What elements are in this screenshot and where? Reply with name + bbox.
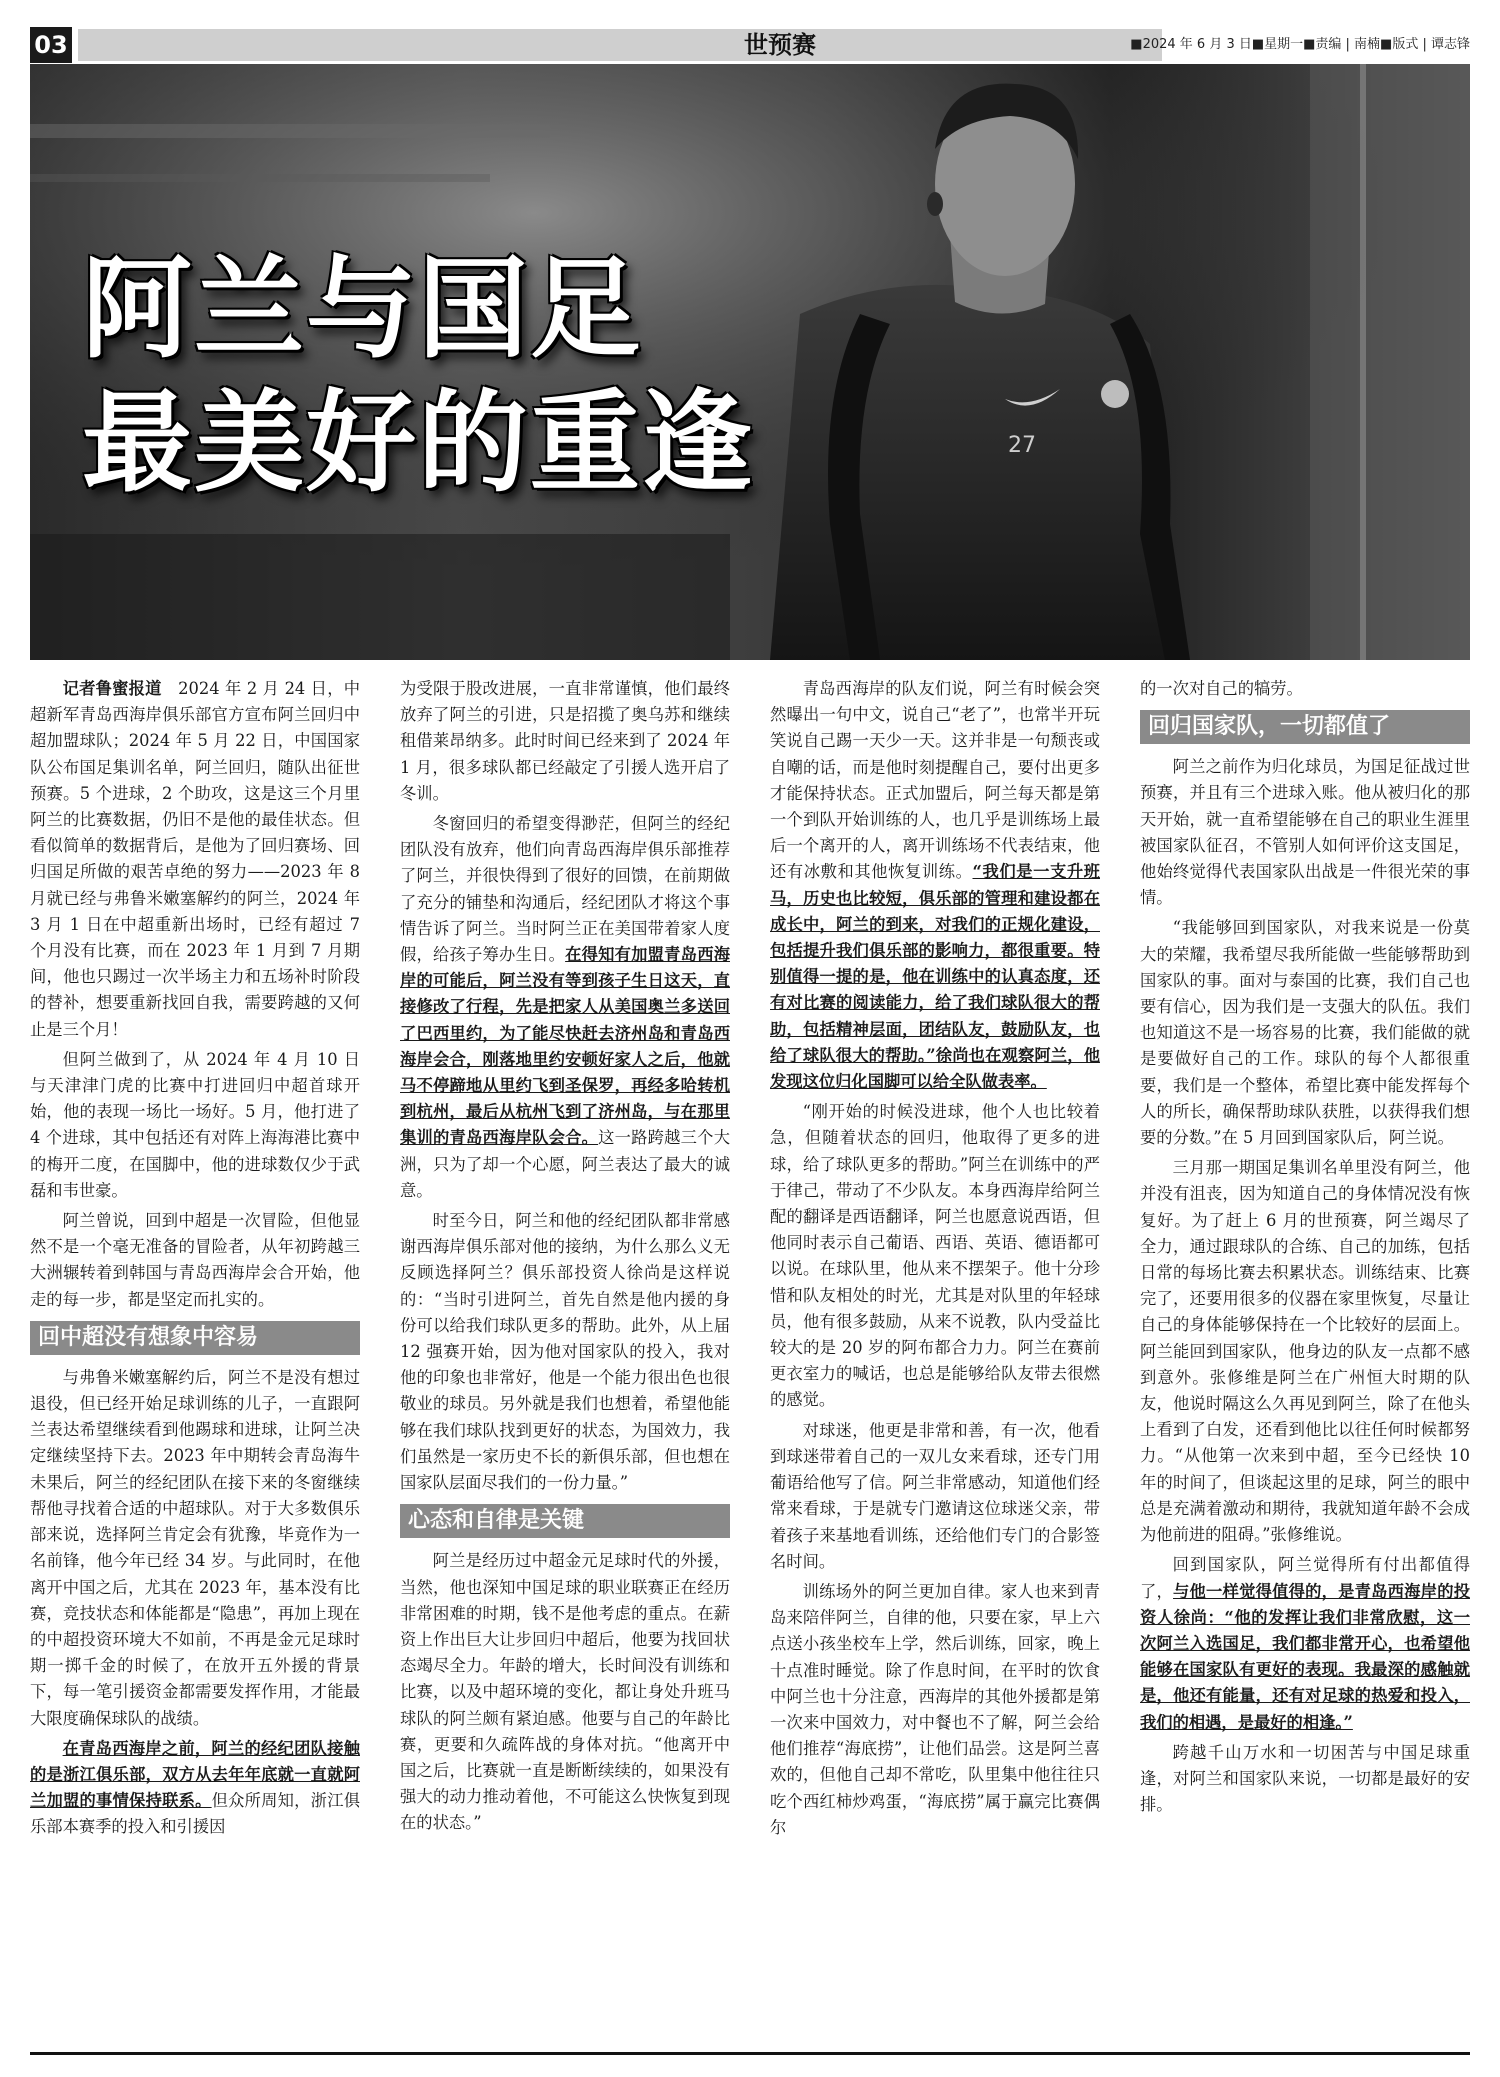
headline: [82, 242, 754, 510]
paragraph: 为受限于股改进展，一直非常谨慎，他们最终放弃了阿兰的引进，只是招揽了奥乌苏和继续租借莱昂纳多。此时时间已经来到了 2024 年 1 月，很多球队都已经敲定了引援人选开启了冬训。: [400, 679, 730, 803]
section-name: 世预赛: [744, 31, 816, 59]
page-header: [30, 27, 1470, 63]
paragraph: 记者鲁蜜报道 2024 年 2 月 24 日，中超新军青岛西海岸俱乐部官方宣布阿兰回归中超加盟球队；2024 年 5 月 22 日，中国国家队公布国足集训名单，阿兰回归，随队出征世预赛。5 个进球，2 个助攻，这是这三个月里阿兰的比赛数据，仍旧不是他的最佳状态。但看似简单的数据背后，是他为了回归赛场、回归国足所做的艰苦卓绝的努力——2023 年 8 月就已经与弗鲁米嫩塞解约的阿兰，2024 年 3 月 1 日在中超重新出场时，已经有超过 7 个月没有比赛，而在 2023 年 1 月到 7 月期间，他也只踢过一次半场主力和五场补时阶段的替补，想要重新找回自我，需要跨越的又何止是三个月！: [30, 679, 360, 1039]
paragraph: 青岛西海岸的队友们说，阿兰有时候会突然曝出一句中文，说自己“老了”，也常半开玩笑说自己踢一天少一天。这并非是一句颓丧或自嘲的话，而是他时刻提醒自己，要付出更多才能保持状态。正式加盟后，阿兰每天都是第一个到队开始训练的人，也几乎是训练场上最后一个离开的人，离开训练场不代表结束，他还有冰敷和其他恢复训练。“我们是一支升班马，历史也比较短，俱乐部的管理和建设都在成长中，阿兰的到来，对我们的正规化建设，包括提升我们俱乐部的影响力，都很重要。特别值得一提的是，他在训练中的认真态度，还有对比赛的阅读能力，给了我们球队很大的帮助，包括精神层面，团结队友，鼓励队友，也给了球队很大的帮助。”徐尚也在观察阿兰，他发现这位归化国脚可以给全队做表率。: [770, 679, 1100, 1092]
paragraph: “我能够回到国家队，对我来说是一份莫大的荣耀，我希望尽我所能做一些能够帮助到国家队的事。面对与泰国的比赛，我们自己也要有信心，因为我们是一支强大的队伍。我们也知道这不是一场容易的比赛，我们能做的就是要做好自己的工作。球队的每个人都很重要，我们是一个整体，希望比赛中能发挥每个人的所长，确保帮助球队获胜，以获得我们想要的分数。”在 5 月回到国家队后，阿兰说。: [1140, 918, 1470, 1148]
highlighted-text: 在青岛西海岸之前，阿兰的经纪团队接触的是浙江俱乐部，双方从去年年底就一直就阿兰加盟的事情保持联系。: [30, 1738, 360, 1811]
paragraph: 三月那一期国足集训名单里没有阿兰，他并没有沮丧，因为知道自己的身体情况没有恢复好。为了赶上 6 月的世预赛，阿兰竭尽了全力，通过跟球队的合练、自己的加练，包括日常的每场比赛去积累状态。训练结束、比赛完了，还要用很多的仪器在家里恢复，尽量让自己的身体能够保持在一个比较好的层面上。阿兰能回到国家队，他身边的队友一点都不感到意外。张修维是阿兰在广州恒大时期的队友，他说时隔这么久再见到阿兰，除了在他头上看到了白发，还看到他比以往任何时候都努力。“从他第一次来到中超，至今已经快 10 年的时间了，但谈起这里的足球，阿兰的眼中总是充满着激动和期待，我就知道年龄不会成为他前进的阻碍。”张修维说。: [1140, 1158, 1470, 1545]
page-number: 03: [30, 27, 72, 63]
column-2: [400, 676, 730, 2046]
paragraph: 跨越千山万水和一切困苦与中国足球重逢，对阿兰和国家队来说，一切都是最好的安排。: [1140, 1742, 1470, 1815]
paragraph: 训练场外的阿兰更加自律。家人也来到青岛来陪伴阿兰，自律的他，只要在家，早上六点送小孩坐校车上学，然后训练，回家，晚上十点准时睡觉。除了作息时间，在平时的饮食中阿兰也十分注意，西海岸的其他外援都是第一次来中国效力，对中餐也不了解，阿兰会给他们推荐“海底捞”，让他们品尝。这是阿兰喜欢的，但他自己却不常吃，队里集中他往往只吃个西红柿炒鸡蛋，“海底捞”属于赢完比赛偶尔: [770, 1581, 1100, 1837]
team-crest-icon: [1101, 380, 1129, 408]
paragraph: 阿兰是经历过中超金元足球时代的外援，当然，他也深知中国足球的职业联赛正在经历非常困难的时期，钱不是他考虑的重点。在薪资上作出巨大让步回归中超后，他要为找回状态竭尽全力。年龄的增大，长时间没有训练和比赛，以及中超环境的变化，都让身处升班马球队的阿兰颇有紧迫感。他要与自己的年龄比赛，更要和久疏阵战的身体对抗。“他离开中国之后，比赛就一直是断断续续的，如果没有强大的动力推动着他，不可能这么快恢复到现在的状态。”: [400, 1551, 730, 1833]
paragraph: 时至今日，阿兰和他的经纪团队都非常感谢西海岸俱乐部对他的接纳，为什么那么义无反顾选择阿兰？俱乐部投资人徐尚是这样说的：“当时引进阿兰，首先自然是他内援的身份可以给我们球队更多的帮助。此外，从上届 12 强赛开始，因为他对国家队的投入，我对他的印象也非常好，他是一个能力很出色也很敬业的球员。另外就是我们也想着，希望他能够在我们球队找到更好的状态，为国效力，我们虽然是一家历史不长的新俱乐部，但也想在国家队层面尽我们的一份力量。”: [400, 1211, 730, 1493]
paragraph: 但阿兰做到了，从 2024 年 4 月 10 日与天津津门虎的比赛中打进回归中超首球开始，他的表现一场比一场好。5 月，他打进了 4 个进球，其中包括还有对阵上海海港比赛中的梅开二度，在国脚中，他的进球数仅少于武磊和韦世豪。: [30, 1049, 360, 1200]
footer-rule: [30, 2052, 1470, 2055]
paragraph: 的一次对自己的犒劳。: [1140, 679, 1303, 698]
date-editor-info: ■2024 年 6 月 3 日■星期一■责编 | 南楠■版式 | 谭志锋: [1130, 37, 1470, 52]
paragraph: 与弗鲁米嫩塞解约后，阿兰不是没有想过退役，但已经开始足球训练的儿子，一直跟阿兰表达希望继续看到他踢球和进球，让阿兰决定继续坚持下去。2023 年中期转会青岛海牛未果后，阿兰的经纪团队在接下来的冬窗继续帮他寻找着合适的中超球队。对于大多数俱乐部来说，选择阿兰肯定会有犹豫，毕竟作为一名前锋，他今年已经 34 岁。与此同时，在他离开中国之后，尤其在 2023 年，基本没有比赛，竞技状态和体能都是“隐患”，再加上现在的中超投资环境大不如前，不再是金元足球时期一掷千金的时候了，在放开五外援的背景下，每一笔引援资金都需要发挥作用，才能最大限度确保球队的战绩。: [30, 1367, 360, 1728]
paragraph: 对球迷，他更是非常和善，有一次，他看到球迷带着自己的一双儿女来看球，还专门用葡语给他写了信。阿兰非常感动，知道他们经常来看球，于是就专门邀请这位球迷父亲，带着孩子来基地看训练，还给他们专门的合影签名时间。: [770, 1420, 1100, 1571]
headline-line-1: 阿兰与国足: [82, 245, 642, 373]
byline: 记者鲁蜜报道: [62, 679, 162, 698]
highlighted-text: “我们是一支升班马，历史也比较短，俱乐部的管理和建设都在成长中，阿兰的到来，对我们的正规化建设，包括提升我们俱乐部的影响力，都很重要。特别值得一提的是，他在训练中的认真态度，还有对比赛的阅读能力，给了我们球队很大的帮助，包括精神层面，团结队友，鼓励队友，也给了球队很大的帮助。”徐尚也在观察阿兰，他发现这位归化国脚可以给全队做表率。: [770, 862, 1100, 1092]
header-bar: [78, 29, 1162, 61]
paragraph: 回到国家队，阿兰觉得所有付出都值得了，与他一样觉得值得的，是青岛西海岸的投资人徐尚：“他的发挥让我们非常欣慰，这一次阿兰入选国足，我们都非常开心，也希望他能够在国家队有更好的表现。我最深的感触就是，他还有能量，还有对足球的热爱和投入，我们的相遇，是最好的相逢。”: [1140, 1555, 1470, 1732]
subheading: 回中超没有想象中容易: [30, 1321, 360, 1355]
paragraph: 阿兰曾说，回到中超是一次冒险，但他显然不是一个毫无准备的冒险者，从年初跨越三大洲辗转着到韩国与青岛西海岸会合开始，他走的每一步，都是坚定而扎实的。: [30, 1211, 360, 1309]
paragraph: 在青岛西海岸之前，阿兰的经纪团队接触的是浙江俱乐部，双方从去年年底就一直就阿兰加盟的事情保持联系。但众所周知，浙江俱乐部本赛季的投入和引援因: [30, 1738, 360, 1837]
headline-line-2: 最美好的重逢: [82, 379, 754, 507]
highlighted-text: 在得知有加盟青岛西海岸的可能后，阿兰没有等到孩子生日这天，直接修改了行程，先是把家人从美国奥兰多送回了巴西里约，为了能尽快赶去济州岛和青岛西海岸会合，刚落地里约安顿好家人之后，他就马不停蹄地从里约飞到圣保罗，再经多哈转机到杭州，最后从杭州飞到了济州岛，与在那里集训的青岛西海岸队会合。: [400, 945, 730, 1148]
column-4: [1140, 676, 1470, 2046]
subheading: 心态和自律是关键: [400, 1504, 730, 1538]
article-body: [30, 676, 1470, 2046]
paragraph: 冬窗回归的希望变得渺茫，但阿兰的经纪团队没有放弃，他们向青岛西海岸俱乐部推荐了阿兰，并很快得到了很好的回馈，在前期做了充分的铺垫和沟通后，经纪团队才将这个事情告诉了阿兰。当时阿兰正在美国带着家人度假，给孩子筹办生日。在得知有加盟青岛西海岸的可能后，阿兰没有等到孩子生日这天，直接修改了行程，先是把家人从美国奥兰多送回了巴西里约，为了能尽快赶去济州岛和青岛西海岸会合，刚落地里约安顿好家人之后，他就马不停蹄地从里约飞到圣保罗，再经多哈转机到杭州，最后从杭州飞到了济州岛，与在那里集训的青岛西海岸队会合。这一路跨越三个大洲，只为了却一个心愿，阿兰表达了最大的诚意。: [400, 814, 730, 1200]
subheading: 回归国家队，一切都值了: [1140, 710, 1470, 744]
paragraph: 阿兰之前作为归化球员，为国足征战过世预赛，并且有三个进球入账。他从被归化的那天开始，就一直希望能够在自己的职业生涯里被国家队征召，不管别人如何评价这支国足，他始终觉得代表国家队出战是一件很光荣的事情。: [1140, 757, 1470, 908]
paragraph: “刚开始的时候没进球，他个人也比较着急，但随着状态的回归，他取得了更多的进球，给了球队更多的帮助。”阿兰在训练中的严于律己，带动了不少队友。本身西海岸给阿兰配的翻译是西语翻译，阿兰也愿意说西语，但他同时表示自己葡语、西语、英语、德语都可以说。在球队里，他从来不摆架子。他十分珍惜和队友相处的时光，尤其是对队里的年轻球员，他有很多鼓励，从来不说教，队内受益比较大的是 20 岁的阿布都合力力。阿兰在赛前更衣室力的喊话，也总是能够给队友带去很燃的感觉。: [770, 1102, 1100, 1410]
hero-photo: [30, 64, 1470, 660]
highlighted-text: 与他一样觉得值得的，是青岛西海岸的投资人徐尚：“他的发挥让我们非常欣慰，这一次阿兰入选国足，我们都非常开心，也希望他能够在国家队有更好的表现。我最深的感触就是，他还有能量，还有对足球的热爱和投入，我们的相遇，是最好的相逢。”: [1140, 1581, 1470, 1732]
jersey-number: 27: [1008, 433, 1036, 458]
column-1: [30, 676, 360, 2046]
column-3: [770, 676, 1100, 2046]
